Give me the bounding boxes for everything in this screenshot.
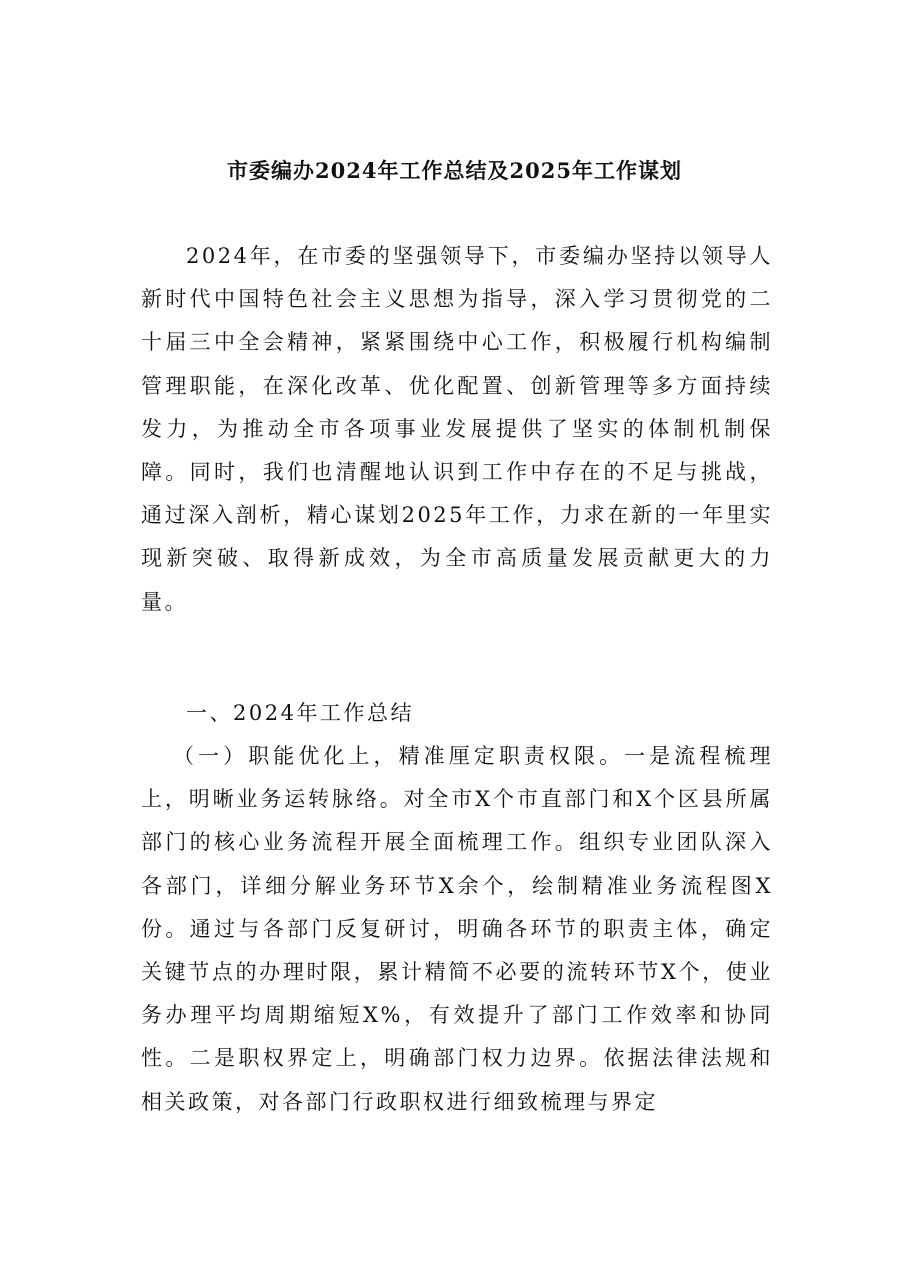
section-paragraph: （一）职能优化上，精准厘定职责权限。一是流程梳理上，明晰业务运转脉络。对全市X个市直部门和X个区县所属部门的核心业务流程开展全面梳理工作。组织专业团队深入各部门，详细分解业务环节X余个，绘制精准业务流程图X份。通过与各部门反复研讨，明确各环节的职责主体，确定关键节点的办理时限，累计精简不必要的流转环节X个，使业务办理平均周期缩短X%，有效提升了部门工作效率和协同性。二是职权界定上，明确部门权力边界。依据法律法规和相关政策，对各部门行政职权进行细致梳理与界定 [141,744,773,1114]
section-heading: 一、2024年工作总结 [186,701,414,725]
intro-paragraph: 2024年，在市委的坚强领导下，市委编办坚持以领导人新时代中国特色社会主义思想为指导，深入学习贯彻党的二十届三中全会精神，紧紧围绕中心工作，积极履行机构编制管理职能，在深化改革、优化配置、创新管理等多方面持续发力，为推动全市各项事业发展提供了坚实的体制机制保障。同时，我们也清醒地认识到工作中存在的不足与挑战，通过深入剖析，精心谋划2025年工作，力求在新的一年里实现新突破、取得新成效，为全市高质量发展贡献更大的力量。 [141,244,773,614]
document-title: 市委编办2024年工作总结及2025年工作谋划 [227,158,682,183]
